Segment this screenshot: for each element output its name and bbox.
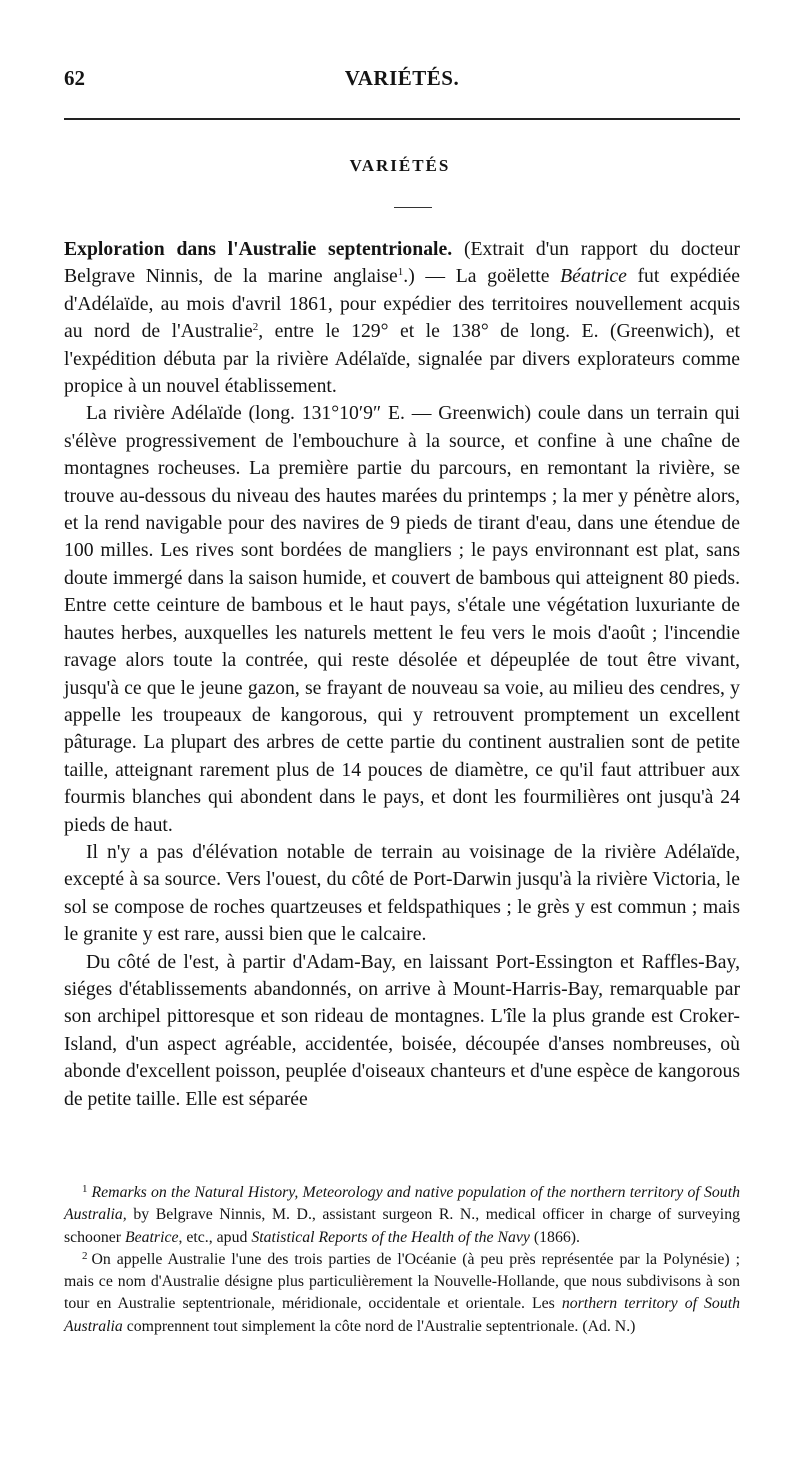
footnote-1-ship: Beatrice [124, 1228, 179, 1246]
footnote-1 [64, 1182, 740, 1249]
footnote-1-title: Remarks on the Natural History, Meteorology and native population of the northern territory of South Australia, [64, 1184, 740, 1224]
page-number: 62 [64, 66, 85, 90]
footnote-2 [64, 1249, 740, 1338]
article-body [64, 236, 740, 1113]
header-rule [64, 118, 740, 120]
footnote-1-text-b: , etc., apud [178, 1228, 252, 1246]
footnote-ref-2: 2 [252, 321, 259, 334]
section-divider [394, 207, 432, 208]
p1-text-d: , entre le 129° et le 138° de long. E. (Greenwich), et l'expédition débuta par la rivière Adélaïde, signalée par divers explorateurs comme propice à un nouvel établissement. [64, 320, 741, 398]
paragraph-3: Il n'y a pas d'élévation notable de terrain au voisinage de la rivière Adélaïde, excepté à sa source. Vers l'ouest, du côté de Port-Darwin jusqu'à la rivière Victoria, le sol se compose de roches quartzeuses et feldspathiques ; le grès y est commun ; mais le granite y est rare, aussi bien que le calcaire. [64, 840, 740, 946]
article-lead-title: Exploration dans l'Australie septentrionale. [64, 238, 453, 260]
p1-text-b: .) — La goëlette [403, 265, 561, 288]
running-title: VARIÉTÉS. [344, 66, 460, 90]
footnote-2-mark: 2 [82, 1249, 88, 1262]
footnote-2-term: northern territory of South Australia [64, 1295, 741, 1335]
footnote-2-text-a: On appelle Australie l'une des trois parties de l'Océanie (à peu près représentée par la Polynésie) ; mais ce nom d'Australie désigne plus particulièrement la Nouvelle-Hollande, que nous subdivisons à son tour en Australie septentrionale, méridionale, occidentale et orientale. Les [64, 1250, 740, 1313]
section-title: VARIÉTÉS [349, 156, 451, 175]
footnote-2-text-b: comprennent tout simplement la côte nord de l'Australie septentrionale. (Ad. N.) [122, 1317, 636, 1335]
paragraph-4: Du côté de l'est, à partir d'Adam-Bay, en laissant Port-Essington et Raffles-Bay, siéges d'établissements abandonnés, on arrive à Mount-Harris-Bay, remarquable par son archipel pittoresque et son rideau de montagnes. L'île la plus grande est Croker-Island, d'un aspect agréable, accidentée, boisée, découpée d'anses nombreuses, où abonde d'excellent poisson, peuplée d'oiseaux chanteurs et d'une espèce de kangorous de petite taille. Elle est séparée [64, 950, 740, 1110]
running-head [64, 66, 740, 102]
footnote-1-text-c: (1866). [529, 1228, 580, 1246]
footnotes [64, 1182, 740, 1338]
footnote-1-source: Statistical Reports of the Health of the Navy [251, 1228, 530, 1246]
ship-name: Béatrice [560, 265, 627, 288]
p1-text-c: fut expédiée d'Adélaïde, au mois d'avril 1861, pour expédier des territoires nouvellement acquis au nord de l'Australie [64, 265, 740, 343]
paragraph-2: La rivière Adélaïde (long. 131°10′9″ E. — Greenwich) coule dans un terrain qui s'élève progressivement de l'embouchure à la source, et confine à une chaîne de montagnes rocheuses. La première partie du parcours, en remontant la rivière, se trouve au-dessous du niveau des hautes marées du printemps ; la mer y pénètre alors, et la rend navigable pour des navires de 9 pieds de tirant d'eau, dans une étendue de 100 milles. Les rives sont bordées de mangliers ; le pays environnant est plat, sans doute immergé dans la saison humide, et couvert de bambous qui atteignent 80 pieds. Entre cette ceinture de bambous et le haut pays, s'étale une végétation luxuriante de hautes herbes, auxquelles les naturels mettent le feu vers le mois d'août ; l'incendie ravage alors toute la contrée, qui reste désolée et dépeuplée de tout être vivant, jusqu'à ce que le jeune gazon, se frayant de nouveau sa voie, au milieu des cendres, y appelle les troupeaux de kangorous, qui y retrouvent promptement un excellent pâturage. La plupart des arbres de cette partie du continent australien sont de petite taille, atteignant rarement plus de 14 pouces de diamètre, ce qu'il faut attribuer aux fourmis blanches qui abondent dans le pays, et dont les fourmilières ont jusqu'à 24 pieds de haut. [64, 402, 740, 836]
p1-text-a: (Extrait d'un rapport du docteur Belgrave Ninnis, de la marine anglaise [64, 238, 740, 288]
footnote-1-text-a: by Belgrave Ninnis, M. D., assistant surgeon R. N., medical officer in charge of surveying schooner [64, 1206, 740, 1246]
footnote-ref-1: 1 [397, 266, 404, 279]
paragraph-1 [64, 236, 740, 400]
footnote-1-mark: 1 [82, 1183, 88, 1195]
